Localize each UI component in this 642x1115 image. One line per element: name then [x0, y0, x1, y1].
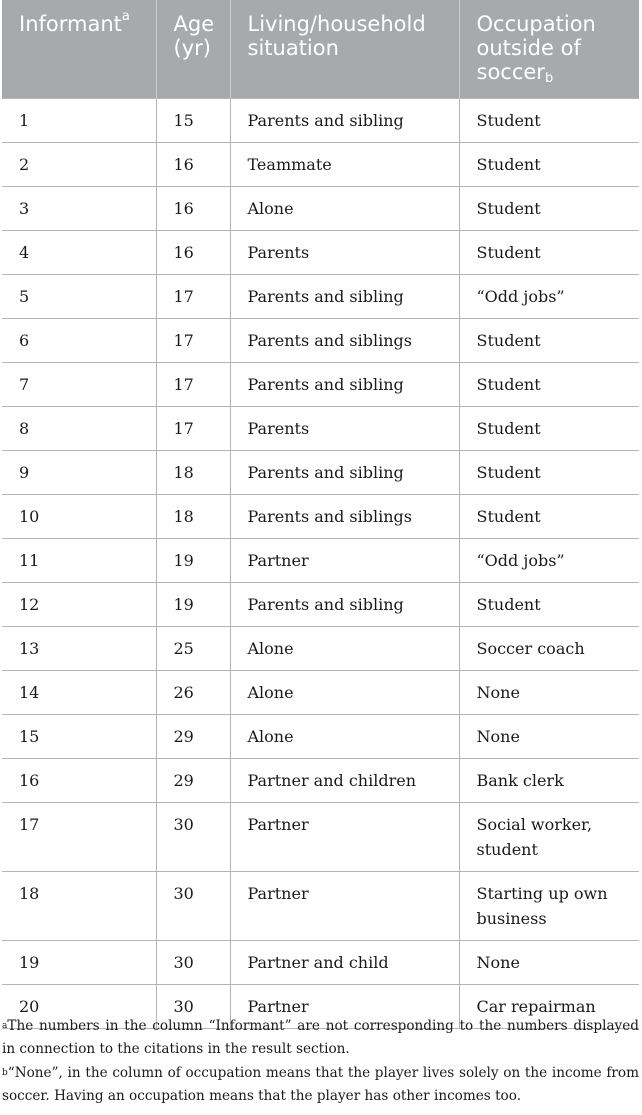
cell-living-situation: Alone [230, 715, 459, 759]
header-row [2, 0, 639, 99]
cell-occupation: None [459, 715, 639, 759]
cell-informant: 5 [2, 275, 156, 319]
cell-occupation: Student [459, 407, 639, 451]
cell-living-situation: Parents and siblings [230, 319, 459, 363]
cell-living-situation: Parents [230, 407, 459, 451]
table-row [2, 99, 639, 143]
cell-living-situation: Partner [230, 872, 459, 941]
cell-living-situation: Alone [230, 187, 459, 231]
header-occupation [459, 0, 639, 99]
cell-occupation: Student [459, 99, 639, 143]
cell-living-situation: Teammate [230, 143, 459, 187]
cell-living-situation: Alone [230, 671, 459, 715]
cell-living-situation: Parents and sibling [230, 363, 459, 407]
cell-occupation: Bank clerk [459, 759, 639, 803]
footnote-b [2, 1062, 639, 1108]
cell-living-situation: Parents [230, 231, 459, 275]
cell-informant: 6 [2, 319, 156, 363]
header-informant-footnote-mark: a [121, 9, 130, 24]
cell-occupation: Student [459, 495, 639, 539]
cell-age: 29 [156, 759, 230, 803]
cell-occupation: Car repairman [459, 985, 639, 1029]
header-living-situation [230, 0, 459, 99]
cell-occupation: “Odd jobs” [459, 539, 639, 583]
cell-age: 18 [156, 495, 230, 539]
cell-informant: 2 [2, 143, 156, 187]
cell-age: 25 [156, 627, 230, 671]
cell-living-situation: Partner [230, 985, 459, 1029]
cell-age: 17 [156, 407, 230, 451]
cell-age: 19 [156, 583, 230, 627]
cell-informant: 10 [2, 495, 156, 539]
table-row [2, 407, 639, 451]
cell-age: 16 [156, 231, 230, 275]
cell-informant: 1 [2, 99, 156, 143]
cell-age: 16 [156, 187, 230, 231]
cell-age: 26 [156, 671, 230, 715]
table-body [2, 99, 639, 1029]
cell-occupation: Student [459, 231, 639, 275]
cell-occupation: Student [459, 143, 639, 187]
cell-age: 30 [156, 803, 230, 872]
table-footnotes [2, 1015, 639, 1109]
cell-informant: 9 [2, 451, 156, 495]
cell-informant: 11 [2, 539, 156, 583]
cell-living-situation: Partner and children [230, 759, 459, 803]
cell-age: 17 [156, 319, 230, 363]
cell-occupation: Social worker, student [459, 803, 639, 872]
table-row [2, 275, 639, 319]
table-row [2, 451, 639, 495]
cell-informant: 17 [2, 803, 156, 872]
cell-occupation: Student [459, 583, 639, 627]
cell-living-situation: Parents and siblings [230, 495, 459, 539]
cell-age: 30 [156, 941, 230, 985]
table-row [2, 941, 639, 985]
cell-occupation: Student [459, 319, 639, 363]
footnote-a-text: The numbers in the column “Informant” are not corresponding to the numbers displayed in connection to the citations in the result section. [2, 1018, 639, 1057]
cell-age: 30 [156, 872, 230, 941]
cell-informant: 7 [2, 363, 156, 407]
cell-age: 16 [156, 143, 230, 187]
footnote-a-mark: a [2, 1021, 8, 1031]
table-row [2, 363, 639, 407]
table-row [2, 319, 639, 363]
cell-living-situation: Parents and sibling [230, 275, 459, 319]
cell-occupation: None [459, 941, 639, 985]
table-row [2, 759, 639, 803]
cell-living-situation: Partner and child [230, 941, 459, 985]
informant-table [2, 0, 639, 1029]
cell-informant: 18 [2, 872, 156, 941]
cell-age: 19 [156, 539, 230, 583]
cell-occupation: Starting up own business [459, 872, 639, 941]
cell-informant: 8 [2, 407, 156, 451]
table-row [2, 671, 639, 715]
header-age-text: Age (yr) [173, 12, 215, 60]
header-living-text: Living/household situation [247, 12, 426, 60]
table-row [2, 583, 639, 627]
table-row [2, 715, 639, 759]
cell-living-situation: Parents and sibling [230, 451, 459, 495]
cell-age: 18 [156, 451, 230, 495]
cell-living-situation: Partner [230, 803, 459, 872]
cell-occupation: Soccer coach [459, 627, 639, 671]
cell-age: 15 [156, 99, 230, 143]
cell-age: 17 [156, 275, 230, 319]
cell-occupation: Student [459, 187, 639, 231]
table-header [2, 0, 639, 99]
footnote-a [2, 1015, 639, 1061]
cell-informant: 14 [2, 671, 156, 715]
cell-occupation: Student [459, 363, 639, 407]
table-row [2, 872, 639, 941]
table-row [2, 187, 639, 231]
table-row [2, 803, 639, 872]
cell-age: 17 [156, 363, 230, 407]
cell-living-situation: Parents and sibling [230, 99, 459, 143]
cell-informant: 4 [2, 231, 156, 275]
cell-living-situation: Partner [230, 539, 459, 583]
table-row [2, 495, 639, 539]
header-age [156, 0, 230, 99]
table-row [2, 143, 639, 187]
cell-informant: 12 [2, 583, 156, 627]
cell-occupation: None [459, 671, 639, 715]
cell-occupation: “Odd jobs” [459, 275, 639, 319]
header-occupation-text: Occupation outside of soccer [476, 12, 596, 84]
header-informant [2, 0, 156, 99]
cell-informant: 15 [2, 715, 156, 759]
table-row [2, 539, 639, 583]
cell-informant: 19 [2, 941, 156, 985]
cell-occupation: Student [459, 451, 639, 495]
cell-informant: 20 [2, 985, 156, 1029]
header-occupation-footnote-mark: b [544, 71, 554, 87]
table-row [2, 231, 639, 275]
cell-age: 30 [156, 985, 230, 1029]
cell-informant: 3 [2, 187, 156, 231]
cell-living-situation: Alone [230, 627, 459, 671]
table-row [2, 627, 639, 671]
cell-informant: 13 [2, 627, 156, 671]
cell-informant: 16 [2, 759, 156, 803]
informant-table-container [2, 0, 639, 1029]
header-informant-text: Informant [19, 12, 122, 36]
cell-age: 29 [156, 715, 230, 759]
footnote-b-mark: b [2, 1068, 8, 1078]
cell-living-situation: Parents and sibling [230, 583, 459, 627]
footnote-b-text: “None”, in the column of occupation means that the player lives solely on the income from soccer. Having an occupation means that the player has other incomes too. [2, 1065, 639, 1104]
